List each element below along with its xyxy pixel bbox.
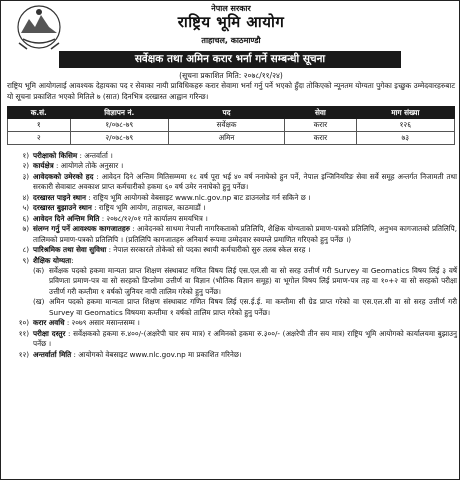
column-header: क.सं. (8, 107, 71, 119)
table-cell: करार (285, 119, 357, 132)
list-item (5, 224, 457, 245)
item-label: दरखास्त पाइने स्थान (33, 192, 86, 202)
list-item (5, 245, 457, 255)
item-label: आवेदन दिने अन्तिम मिति (33, 213, 100, 223)
qualification-item (5, 266, 457, 297)
list-item (5, 172, 457, 193)
list-item (5, 318, 457, 328)
table-cell: १ (8, 119, 71, 132)
item-label: कार्यक्षेत्र (33, 161, 54, 171)
item-number: ८) (22, 245, 29, 255)
table-cell: १२६ (356, 119, 454, 132)
list-item (5, 256, 457, 266)
item-number: ३) (22, 171, 29, 181)
table-cell: २ (8, 132, 71, 145)
item-number: २) (22, 161, 29, 171)
item-text: : राष्ट्रिय भूमि आयोग, ताहाचल, काठमाडौं । (94, 203, 206, 213)
item-label: दरखास्त बुझाउने स्थान (33, 203, 92, 213)
item-number: १) (22, 151, 29, 160)
item-label: परीक्षाको किसिम (33, 151, 78, 160)
commission-title: राष्ट्रिय भूमि आयोग (177, 13, 285, 31)
table-cell: २/०७८-७९ (70, 132, 168, 145)
publish-date: (सूचना प्रकाशित मिति: २०७८/११/२४) (179, 71, 283, 80)
item-text: : (71, 255, 74, 265)
list-item (5, 193, 457, 203)
table-cell: ७३ (356, 132, 454, 145)
item-text: : २०७९ असार मसान्तसम्म । (66, 318, 140, 328)
item-text: : आवेदन दिने अन्तिम मितिसम्ममा १८ वर्ष पूरा भई ४० वर्ष ननाघेको हुन पर्ने, नेपाल इन्जिनियरिङ सेवा सर्वे समूह अन्तर्गत निजामती तथा सरकारी सेवाबाट अवकाश प्राप्त कर्मचारीको हकमा ६० वर्ष उमेर ननाघेको हुनु पर्नेछ। (33, 171, 457, 192)
list-item (5, 329, 457, 350)
item-label: अन्तर्वार्ता मिति (33, 349, 72, 359)
table-cell: १/०७८-७९ (70, 119, 168, 132)
item-label: पारिश्रमिक तथा सेवा सुविधा (33, 245, 107, 255)
item-text: : २०७८/१२/०१ गते कार्यालय समयभित्र । (101, 213, 208, 223)
list-item (5, 151, 457, 161)
address-label: ताहाचल, काठमाण्डौ (201, 36, 261, 45)
item-text: : आयोगले तोके अनुसार । (55, 161, 124, 171)
item-text: अमिन पदको हकमा मान्यता प्राप्त शिक्षण संस्थाबाट गणित विषय लिई एस.ई.ई. मा कम्तीमा सी ग्रेड प्राप्त गरेको वा एस.एल.सी वा सो सरह उत्तीर्ण गरी Survey वा Geomatics विषयमा कम्तीमा १ वर्षको तालिम प्राप्त गरेको हुनु पर्नेछ। (49, 297, 457, 317)
table-cell: अमिन (168, 132, 284, 145)
item-number: (क) (33, 265, 45, 275)
vacancy-table (7, 106, 455, 145)
item-number: ५) (22, 203, 29, 213)
list-item (5, 214, 457, 224)
item-number: ११) (18, 328, 29, 338)
item-text: : अन्तर्वार्ता । (79, 151, 113, 160)
item-label: करार अवधि (33, 318, 65, 328)
list-item (5, 161, 457, 171)
item-number: ४) (22, 192, 29, 202)
table-cell: करार (285, 132, 357, 145)
item-text: : नेपाल सरकारले तोकेको सो पदका स्थायी कर्मचारीको सुरु तलब स्केल सरह । (108, 245, 311, 255)
item-text: सर्वेक्षक पदको हकमा मान्यता प्राप्त शिक्षण संस्थाबाट गणित विषय लिई एस.एल.सी वा सो सरह उत्तीर्ण गरी Survey वा Geomatics विषय लिई ३ वर्षे प्रविणता प्रमाण-पत्र वा सो सरहको डिप्लोमा उत्तीर्ण वा विज्ञान (भौतिक विज्ञान समूह) वा भूगोल विषय लिई प्रमाण-पत्र तह वा १०+२ वा सो सरहको परीक्षा उत्तीर्ण गरी कम्तीमा १ वर्षको जुनियर नापी तालिम गरेको हुनु पर्नेछ। (49, 265, 457, 296)
column-header: पद (168, 107, 284, 119)
item-text: : आवेदनको साथमा नेपाली नागरिकताको प्रतिलिपि, शैक्षिक योग्यताको प्रमाण-पत्रको प्रतिलिपि, अनुभव कागजातको प्रतिलिपि, तालिमको प्रमाण-पत्रको प्रतिलिपि । (प्रतिलिपि कागजातहरु अनिवार्य रूपमा उम्मेदवार स्वयम्ले प्रमाणित गरिएको हुनु पर्नेछ ।) (33, 224, 457, 244)
item-number: ९) (22, 255, 29, 265)
table-header-row (8, 107, 455, 119)
item-text: : राष्ट्रिय भूमि आयोगको वेबसाइट www.nlc.gov.np बाट डाउनलोड गर्न सकिने छ । (88, 192, 311, 202)
item-number: १२) (18, 349, 29, 359)
table-cell: सर्वेक्षक (168, 119, 284, 132)
item-label: संलग्न गर्नु पर्ने आवश्यक कागजातहरु (33, 224, 130, 234)
list-item (5, 350, 457, 360)
notice-items (5, 151, 457, 360)
item-text: : आयोगको वेबसाइट www.nlc.gov.np मा प्रकाशित गरिनेछ। (73, 349, 242, 359)
intro-paragraph: राष्ट्रिय भूमि आयोगलाई आवश्यक देहायका पद र सेवाका नायी प्राविधिकहरु करार सेवामा भर्ना गर्नु पर्ने भएको हुँदा तोकिएको न्यूनतम योग्यता पुगेका इच्छुक उम्मेदवारहरुबाट यो सूचना प्रकाशित भएको मितिले ७ (सात) दिनभित्र दरखास्त आह्वान गरिन्छ। (7, 81, 455, 101)
item-label: परीक्षा दस्तुर (33, 328, 66, 338)
notice-banner: सर्वेक्षक तथा अमिन करार भर्ना गर्ने सम्बन्धी सूचना (59, 51, 401, 68)
qualification-item (5, 297, 457, 318)
item-label: आवेदकको उमेरको हद (33, 171, 94, 181)
column-header: सेवा (285, 107, 357, 119)
item-text: : सर्वेक्षकको हकमा रु.४००/-(अक्षरेपी चार सय मात्र) र अमिनको हकमा रु.३००/- (अक्षरेपी तीन सय मात्र) राष्ट्रिय भूमि आयोगको कार्यालयमा बुझाउनु पर्नेछ । (33, 328, 457, 349)
table-row (8, 132, 455, 145)
item-number: १०) (18, 318, 29, 328)
table-row (8, 119, 455, 132)
item-number: ७) (22, 224, 29, 234)
item-number: (ख) (33, 297, 45, 307)
column-header: विज्ञापन नं. (70, 107, 168, 119)
item-label: शैक्षिक योग्यता (33, 255, 72, 265)
column-header: माग संख्या (356, 107, 454, 119)
government-label: नेपाल सरकार (211, 4, 251, 13)
item-number: ६) (22, 213, 29, 223)
list-item (5, 203, 457, 213)
